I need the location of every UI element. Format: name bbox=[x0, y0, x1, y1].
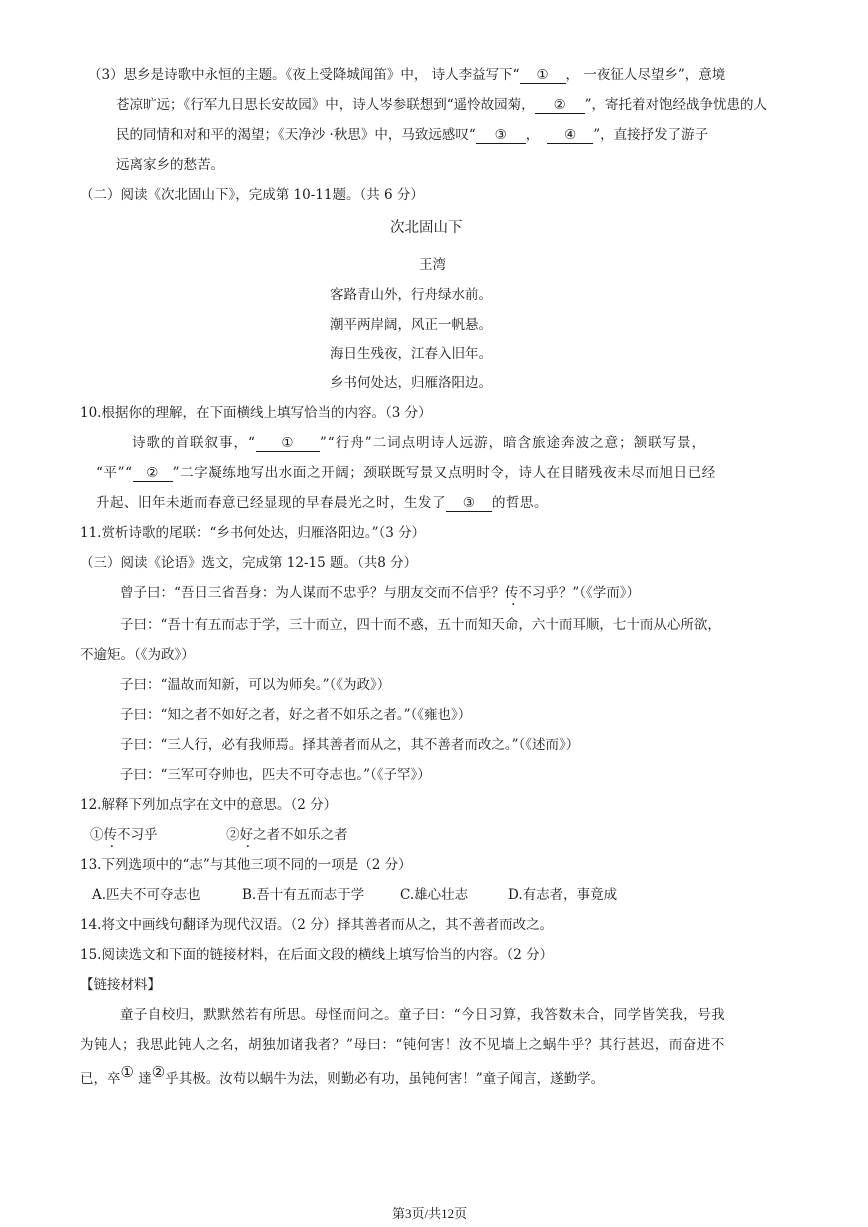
link-material-label: 【链接材料】 bbox=[80, 977, 161, 993]
link-para-line-1: 童子自校归，默默然若有所思。母怪而问之。童子曰：“今日习算，我答数未合，同学皆笑我，号我 bbox=[120, 1007, 725, 1023]
q10-text: 升起、旧年未逝而春意已经显现的早春晨光之时，生发了 bbox=[96, 495, 446, 511]
q10-blank-3: ③ bbox=[446, 496, 492, 512]
q13-stem: 13.下列选项中的“志”与其他三项不同的一项是（2 分） bbox=[80, 857, 412, 873]
q3-text: ， bbox=[525, 127, 540, 143]
emphasis-dot-char: 好 bbox=[239, 827, 254, 843]
lunyu-text: 不习乎？”（《学而》） bbox=[518, 585, 641, 601]
q3-blank-1: ① bbox=[520, 68, 566, 84]
q14-stem: 14.将文中画线句翻译为现代汉语。（2 分）择其善者而从之，其不善者而改之。 bbox=[80, 917, 554, 933]
q15-stem: 15.阅读选文和下面的链接材料，在后面文段的横线上填写恰当的内容。（2 分） bbox=[80, 947, 554, 963]
q10-text: ”“行舟”二词点明诗人远游，暗含旅途奔波之意；颔联写景， bbox=[319, 435, 707, 451]
poem-line-4: 乡书何处达，归雁洛阳边。 bbox=[330, 375, 492, 391]
q3-line-3 bbox=[116, 126, 708, 144]
lunyu-line-2: 子曰：“吾十有五而志于学，三十而立，四十而不惑，五十而知天命，六十而耳顺，七十而从心所欲， bbox=[120, 617, 721, 633]
lunyu-line-4: 子曰：“温故而知新，可以为师矣。”（《为政》） bbox=[120, 677, 391, 693]
page-footer: 第3页/共12页 bbox=[392, 1206, 468, 1221]
lunyu-line-7: 子曰：“三军可夺帅也，匹夫不可夺志也。”（《子罕》） bbox=[120, 767, 431, 783]
lunyu-line-3: 不逾矩。（《为政》） bbox=[80, 647, 195, 663]
q10-text: ”二字凝练地写出水面之开阔；颈联既写景又点明时令，诗人在目睹残夜未尽而旭日已经 bbox=[172, 465, 716, 481]
q10-stem: 10.根据你的理解，在下面横线上填写恰当的内容。（3 分） bbox=[80, 405, 432, 421]
q10-blank-1: ① bbox=[256, 436, 320, 452]
lunyu-line-6: 子曰：“三人行，必有我师焉。择其善者而从之，其不善者而改之。”（《述而》） bbox=[120, 737, 580, 753]
lunyu-text: 曾子曰：“吾日三省吾身：为人谋而不忠乎？与朋友交而不信乎？ bbox=[120, 585, 505, 601]
q13-option-a: A.匹夫不可夺志也 bbox=[92, 887, 201, 903]
q10-text: “平”“ bbox=[96, 465, 133, 481]
poem-title: 次北固山下 bbox=[390, 220, 463, 236]
q10-para-line-2 bbox=[96, 464, 716, 482]
q12-option-2-text: 之者不如乐之者 bbox=[253, 827, 348, 843]
q12-option-1-text: 不习乎 bbox=[117, 827, 158, 843]
q11-stem: 11.赏析诗歌的尾联：“乡书何处达，归雁洛阳边。”（3 分） bbox=[80, 525, 426, 541]
poem-line-2: 潮平两岸阔，风正一帆悬。 bbox=[330, 317, 492, 333]
footnote-marker-1: ① bbox=[120, 1063, 134, 1081]
poem-line-1: 客路青山外，行舟绿水前。 bbox=[330, 287, 492, 303]
poem-author: 王湾 bbox=[419, 257, 446, 273]
q3-line-4: 远离家乡的愁苦。 bbox=[116, 157, 224, 173]
q3-text: 民的同情和对和平的渴望；《天净沙 ·秋思》中，马致远感叹“ bbox=[116, 127, 476, 143]
q3-text: ”，直接抒发了游子 bbox=[593, 127, 709, 143]
q12-option-2: ② bbox=[226, 827, 240, 843]
link-para-line-3 bbox=[80, 1063, 605, 1088]
q10-para-line-3 bbox=[96, 494, 548, 512]
q3-text: 苍凉旷远；《行军九日思长安故园》中，诗人岑参联想到“遥怜故园菊， bbox=[116, 97, 535, 113]
q3-text: ”，寄托着对饱经战争忧患的人 bbox=[584, 97, 768, 113]
q10-text: 的哲思。 bbox=[492, 495, 548, 511]
q3-line-2 bbox=[116, 96, 767, 114]
footnote-marker-2: ② bbox=[151, 1063, 166, 1081]
section-2-header: （二）阅读《次北固山下》，完成第 10-11题。（共 6 分） bbox=[80, 187, 424, 203]
link-text: 已，卒 bbox=[80, 1071, 121, 1087]
emphasis-dot-char: 传 bbox=[103, 827, 117, 843]
poem-line-3: 海日生残夜，江春入旧年。 bbox=[330, 346, 492, 362]
q10-para-line-1 bbox=[132, 434, 706, 452]
q13-option-b: B.吾十有五而志于学 bbox=[242, 887, 365, 903]
q3-text: （3）思乡是诗歌中永恒的主题。《夜上受降城闻笛》中， 诗人李益写下“ bbox=[88, 67, 520, 83]
q10-text: 诗歌的首联叙事，“ bbox=[132, 435, 256, 451]
q3-blank-4: ④ bbox=[547, 128, 593, 144]
q12-option-1: ① bbox=[90, 827, 104, 843]
q12-options bbox=[90, 826, 348, 844]
link-para-line-2: 为钝人；我思此钝人之名，胡独加诸我者？”母曰：“钝何害！汝不见墙上之蜗牛乎？其行甚迟，而奋进不 bbox=[80, 1037, 725, 1053]
q13-option-c: C.雄心壮志 bbox=[400, 887, 469, 903]
link-text: 達 bbox=[133, 1071, 152, 1087]
lunyu-line-1 bbox=[120, 584, 640, 602]
q13-option-d: D.有志者，事竟成 bbox=[508, 887, 618, 903]
q3-text: ， 一夜征人尽望乡”，意境 bbox=[565, 67, 726, 83]
section-3-header: （三）阅读《论语》选文，完成第 12-15 题。（共8 分） bbox=[80, 555, 418, 571]
q12-stem: 12.解释下列加点字在文中的意思。（2 分） bbox=[80, 797, 338, 813]
q3-blank-2: ② bbox=[535, 98, 585, 114]
q3-line-1 bbox=[88, 66, 725, 84]
link-text: 乎其极。汝苟以蜗牛为法，则勤必有功，虽钝何害！”童子闻言，遂勤学。 bbox=[165, 1071, 605, 1087]
q10-blank-2: ② bbox=[133, 466, 173, 482]
q3-blank-3: ③ bbox=[476, 128, 526, 144]
emphasis-dot-char: 传 bbox=[504, 585, 519, 601]
lunyu-line-5: 子曰：“知之者不如好之者，好之者不如乐之者。”（《雍也》） bbox=[120, 707, 472, 723]
